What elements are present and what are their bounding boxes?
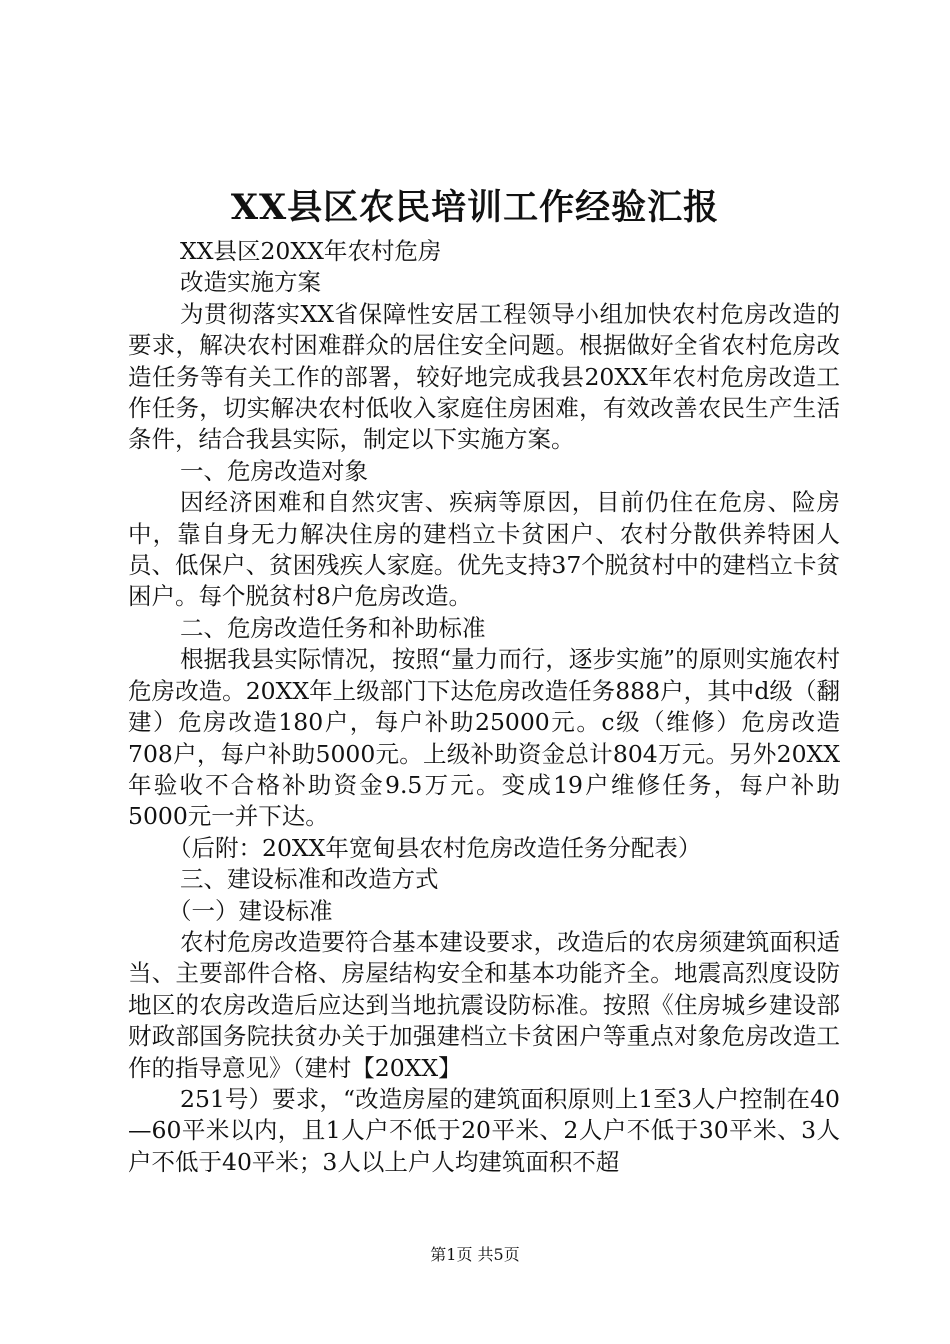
subsection-heading-1: （一）建设标准 <box>168 896 333 925</box>
appendix-note: （后附：20XX年宽甸县农村危房改造任务分配表） <box>168 833 702 862</box>
section-1-paragraph: 因经济困难和自然灾害、疾病等原因，目前仍住在危房、险房中，靠自身无力解决住房的建档立卡贫困户、农村分散供养特困人员、低保户、贫困残疾人家庭。优先支持37个脱贫村中的建档立卡贫困户。每个脱贫村8户危房改造。 <box>128 488 840 611</box>
subsection-1-paragraph: 农村危房改造要符合基本建设要求，改造后的农房须建筑面积适当、主要部件合格、房屋结构安全和基本功能齐全。地震高烈度设防地区的农房改造后应达到当地抗震设防标准。按照《住房城乡建设部财政部国务院扶贫办关于加强建档立卡贫困户等重点对象危房改造工作的指导意见》（建村【20XX】 <box>128 927 840 1082</box>
intro-paragraph: 为贯彻落实XX省保障性安居工程领导小组加快农村危房改造的要求，解决农村困难群众的居住安全问题。根据做好全省农村危房改造任务等有关工作的部署，较好地完成我县20XX年农村危房改造工作任务，切实解决农村低收入家庭住房困难，有效改善农民生产生活条件，结合我县实际，制定以下实施方案。 <box>128 299 840 454</box>
section-2-paragraph: 根据我县实际情况，按照“量力而行，逐步实施”的原则实施农村危房改造。20XX年上级部门下达危房改造任务888户，其中d级（翻建）危房改造180户，每户补助25000元。c级（维修）危房改造708户，每户补助5000元。上级补助资金总计804万元。另外20XX年验收不合格补助资金9.5万元。变成19户维修任务，每户补助5000元一并下达。 <box>128 645 840 831</box>
document-title: XX县区农民培训工作经验汇报 <box>230 187 720 228</box>
subsection-1-continuation: 251号）要求，“改造房屋的建筑面积原则上1至3人户控制在40—60平米以内，且1人户不低于20平米、2人户不低于30平米、3人户不低于40平米；3人以上户人均建筑面积不超 <box>128 1084 840 1176</box>
section-heading-1: 一、危房改造对象 <box>180 456 368 485</box>
document-body <box>128 236 840 1178</box>
section-heading-2: 二、危房改造任务和补助标准 <box>180 613 486 642</box>
section-heading-3: 三、建设标准和改造方式 <box>180 865 439 894</box>
page-footer: 第1页 共5页 <box>430 1245 520 1264</box>
subtitle-line-1: XX县区20XX年农村危房 <box>180 237 442 265</box>
subtitle-line-2: 改造实施方案 <box>180 268 321 297</box>
